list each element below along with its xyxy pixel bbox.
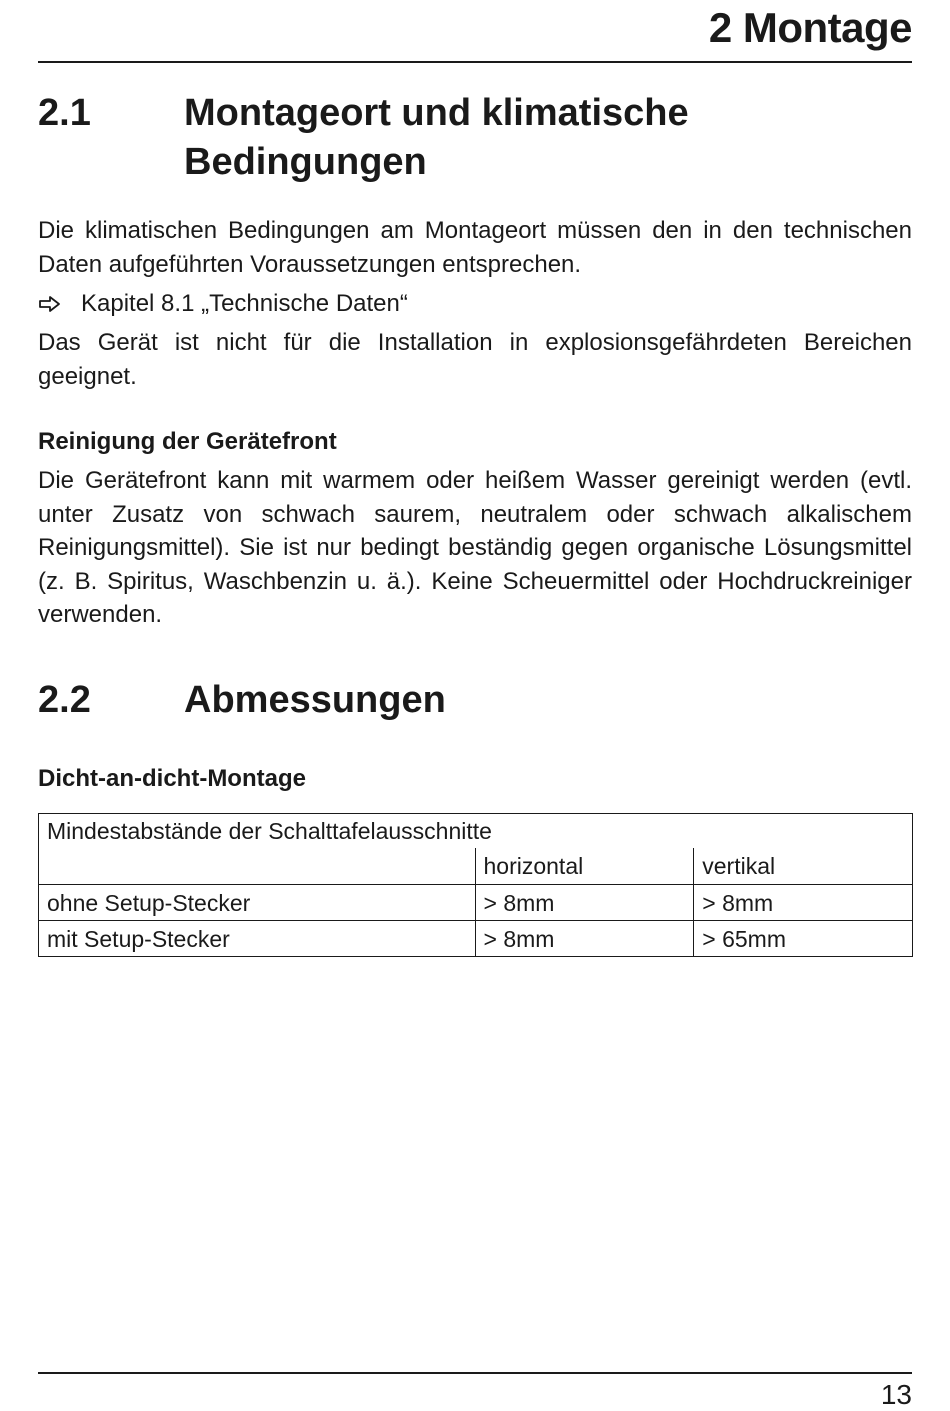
subheading-cleaning: Reinigung der Gerätefront	[38, 428, 337, 455]
section-title-line2: Bedingungen	[184, 141, 427, 183]
paragraph-climate: Die klimatischen Bedingungen am Montageort müssen den in den technischen Daten aufgeführten Voraussetzungen entsprechen.	[38, 217, 912, 278]
table-header-cell: horizontal	[475, 848, 694, 885]
arrow-right-icon	[38, 295, 62, 313]
table-cell: > 65mm	[694, 921, 913, 957]
cross-reference-text[interactable]: Kapitel 8.1 „Technische Daten“	[81, 290, 408, 317]
section-title: Abmessungen	[184, 679, 446, 721]
table-header-cell: vertikal	[694, 848, 913, 885]
table-cell: > 8mm	[694, 885, 913, 921]
table-cell: ohne Setup-Stecker	[39, 885, 476, 921]
table-header-row	[39, 848, 913, 885]
table-cell: > 8mm	[475, 921, 694, 957]
table-cell: > 8mm	[475, 885, 694, 921]
table-row	[39, 885, 913, 921]
subheading-mounting: Dicht-an-dicht-Montage	[38, 765, 306, 792]
section-number: 2.2	[38, 679, 91, 721]
paragraph-cleaning: Die Gerätefront kann mit warmem oder heißem Wasser gereinigt werden (evtl. unter Zusatz von schwach saurem, neutralem oder schwach alkalischem Reinigungsmittel). Sie ist nur bedingt beständig gegen organische Lösungsmittel (z. B. Spiritus, Waschbenzin u. ä.). Keine Scheuermittel oder Hochdruckreiniger verwenden.	[38, 467, 912, 628]
page-number: 13	[880, 1379, 912, 1410]
table-row	[39, 921, 913, 957]
table-title-row	[39, 814, 913, 849]
paragraph-explosion: Das Gerät ist nicht für die Installation in explosionsgefährdeten Bereichen geeignet.	[38, 329, 912, 390]
clearance-table	[38, 813, 913, 957]
table-title: Mindestabstände der Schalttafelausschnitte	[39, 814, 913, 849]
section-number: 2.1	[38, 92, 91, 134]
footer-rule	[38, 1372, 912, 1375]
page-header	[38, 0, 912, 63]
table-header-cell	[39, 848, 476, 885]
table-cell: mit Setup-Stecker	[39, 921, 476, 957]
section-title-line1: Montageort und klimatische	[184, 92, 689, 134]
chapter-title: 2 Montage	[708, 4, 912, 51]
